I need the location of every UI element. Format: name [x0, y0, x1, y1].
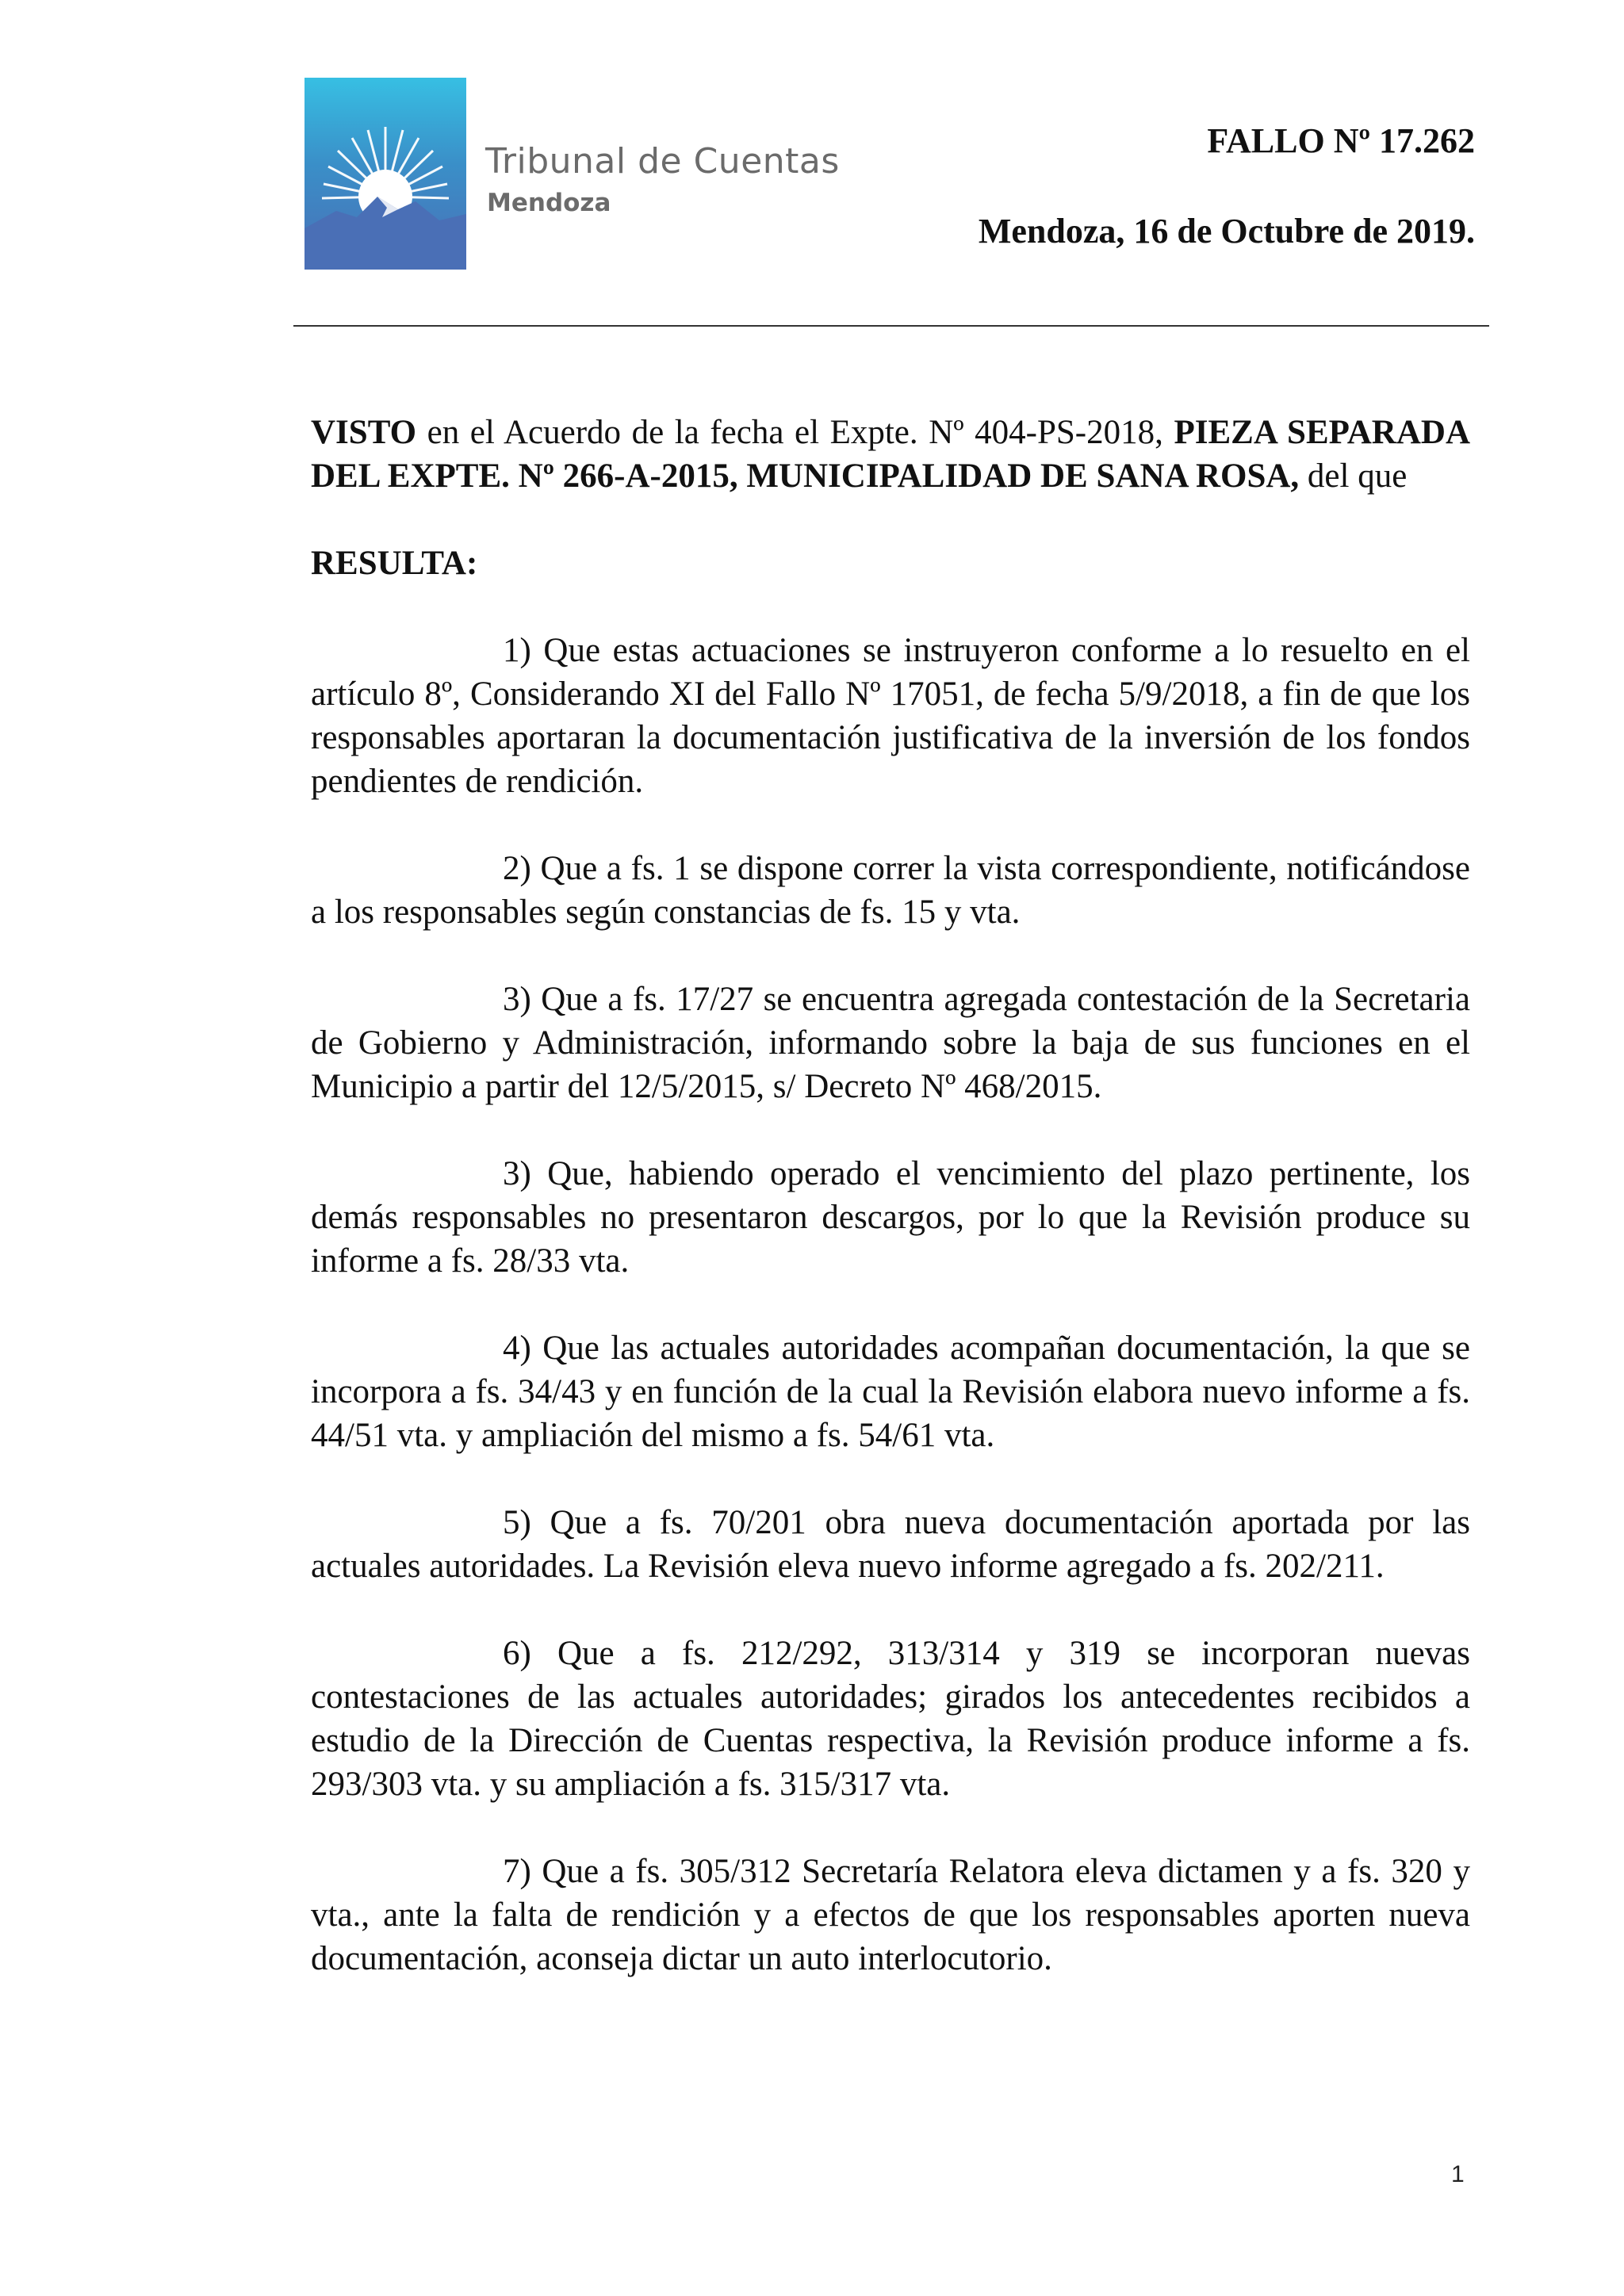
header-divider	[293, 325, 1489, 327]
resulta-item: 7) Que a fs. 305/312 Secretaría Relatora eleva dictamen y a fs. 320 y vta., ante la falta de rendición y a efectos de que los responsables aporten nueva documentación, aconseja dictar un auto interlocutorio.	[311, 1853, 1470, 1977]
resulta-heading: RESULTA:	[311, 545, 478, 582]
resulta-item: 5) Que a fs. 70/201 obra nueva documentación aportada por las actuales autoridades. La Revisión eleva nuevo informe agregado a fs. 202/211.	[311, 1504, 1470, 1585]
fallo-number: FALLO Nº 17.262	[1207, 121, 1475, 160]
resulta-item: 3) Que a fs. 17/27 se encuentra agregada contestación de la Secretaria de Gobierno y Administración, informando sobre la baja de sus funciones en el Municipio a partir del 12/5/2015, s/ Decreto Nº 468/2015.	[311, 981, 1470, 1105]
logo-subtitle: Mendoza	[487, 189, 611, 217]
visto-lead: VISTO	[311, 414, 417, 451]
logo-title: Tribunal de Cuentas	[485, 141, 840, 182]
tribunal-logo-banner	[304, 78, 466, 270]
document-body	[311, 411, 1470, 2024]
visto-text: en el Acuerdo de la fecha el Expte. Nº 404-PS-2018,	[416, 414, 1174, 451]
resulta-item: 1) Que estas actuaciones se instruyeron conforme a lo resuelto en el artículo 8º, Considerando XI del Fallo Nº 17051, de fecha 5/9/2018, a fin de que los responsables aportaran la documentación justificativa de la inversión de los fondos pendientes de rendición.	[311, 632, 1470, 800]
resulta-item: 4) Que las actuales autoridades acompañan documentación, la que se incorpora a fs. 34/43 y en función de la cual la Revisión elabora nuevo informe a fs. 44/51 vta. y ampliación del mismo a fs. 54/61 vta.	[311, 1330, 1470, 1454]
document-date: Mendoza, 16 de Octubre de 2019.	[978, 212, 1475, 251]
resulta-item: 2) Que a fs. 1 se dispone correr la vista correspondiente, notificándose a los responsables según constancias de fs. 15 y vta.	[311, 850, 1470, 931]
sun-mountain-icon	[304, 78, 466, 270]
visto-paragraph	[311, 411, 1470, 498]
visto-case-title: PIEZA SEPARADA DEL EXPTE. Nº 266-A-2015, MUNICIPALIDAD DE SANA ROSA,	[311, 414, 1470, 495]
resulta-item: 3) Que, habiendo operado el vencimiento del plazo pertinente, los demás responsables no presentaron descargos, por lo que la Revisión produce su informe a fs. 28/33 vta.	[311, 1155, 1470, 1280]
page-number: 1	[1451, 2161, 1465, 2187]
resulta-item: 6) Que a fs. 212/292, 313/314 y 319 se incorporan nuevas contestaciones de las actuales autoridades; girados los antecedentes recibidos a estudio de la Dirección de Cuentas respectiva, la Revisión produce informe a fs. 293/303 vta. y su ampliación a fs. 315/317 vta.	[311, 1635, 1470, 1803]
visto-tail: del que	[1299, 457, 1408, 495]
